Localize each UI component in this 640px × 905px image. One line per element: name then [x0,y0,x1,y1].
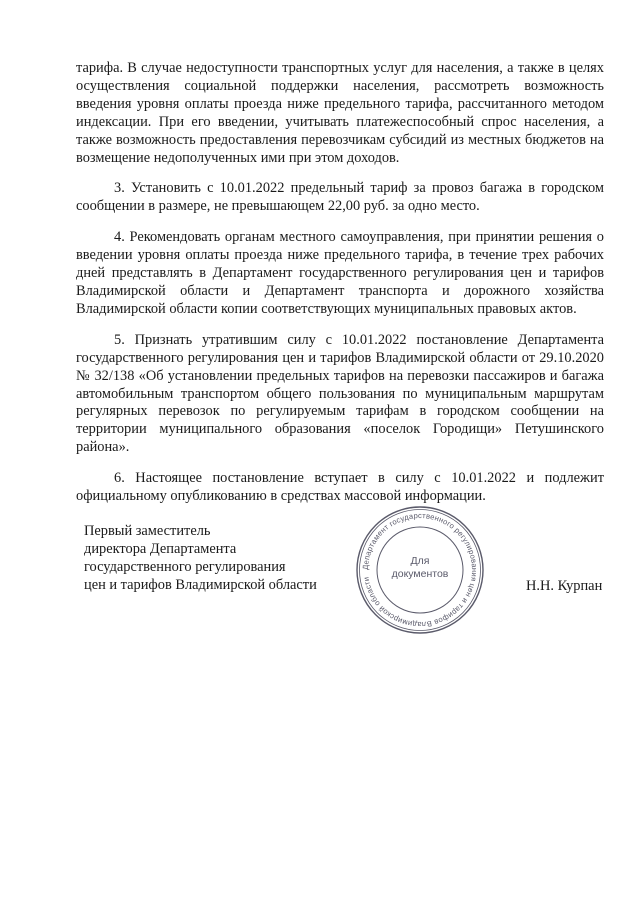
paragraph-item-5: 5. Признать утратившим силу с 10.01.2022 постановление Департамента государственного регулирования цен и тарифов Владимирской области от 29.10.2020 № 32/138 «Об установлении предельных тарифов на перевозки пассажиров и багажа автомобильным транспортом общего пользования по муниципальным маршрутам регулярных перевозок по регулируемым тарифам в городском сообщении на территории муниципального образования «поселок Городищи» Петушинского района». [76,331,604,456]
signer-position-line: Первый заместитель [84,523,211,539]
signer-position-line: государственного регулирования [84,559,286,575]
seal-ring-text: Департамент государственного регулирования цен и тарифов Владимирской области [360,510,480,630]
signer-position-line: цен и тарифов Владимирской области [84,577,317,593]
paragraph-item-3: 3. Установить с 10.01.2022 предельный тариф за провоз багажа в городском сообщении в размере, не превышающем 22,00 руб. за одно место. [76,180,604,215]
seal-graphic [353,503,487,637]
paragraph-item-6: 6. Настоящее постановление вступает в силу с 10.01.2022 и подлежит официальному опубликованию в средствах массовой информации. [76,470,604,505]
signer-name: Н.Н. Курпан [526,578,603,594]
signature-block [84,522,317,594]
paragraph-item-4: 4. Рекомендовать органам местного самоуправления, при принятии решения о введении уровня оплаты проезда ниже предельного тарифа, в течение трех рабочих дней представлять в Департамент государственного регулирования цен и тарифов Владимирской области и Департамент транспорта и дорожного хозяйства Владимирской области копии соответствующих муниципальных правовых актов. [76,229,604,317]
seal-center-text-line-1: Для [410,555,430,567]
paragraph-tariff-continuation: тарифа. В случае недоступности транспортных услуг для населения, а также в целях осуществления социальной поддержки населения, рассмотреть возможность введения уровня оплаты проезда ниже предельного тарифа, рассчитанного методом индексации. При его введении, учитывать платежеспособный спрос населения, а также возможность предоставления перевозчикам субсидий из местных бюджетов на возмещение недополученных ими при этом доходов. [76,60,604,166]
seal-center-text-line-2: документов [391,568,449,580]
signer-position-line: директора Департамента [84,541,237,557]
official-seal-stamp [353,503,487,637]
document-body [76,60,604,519]
